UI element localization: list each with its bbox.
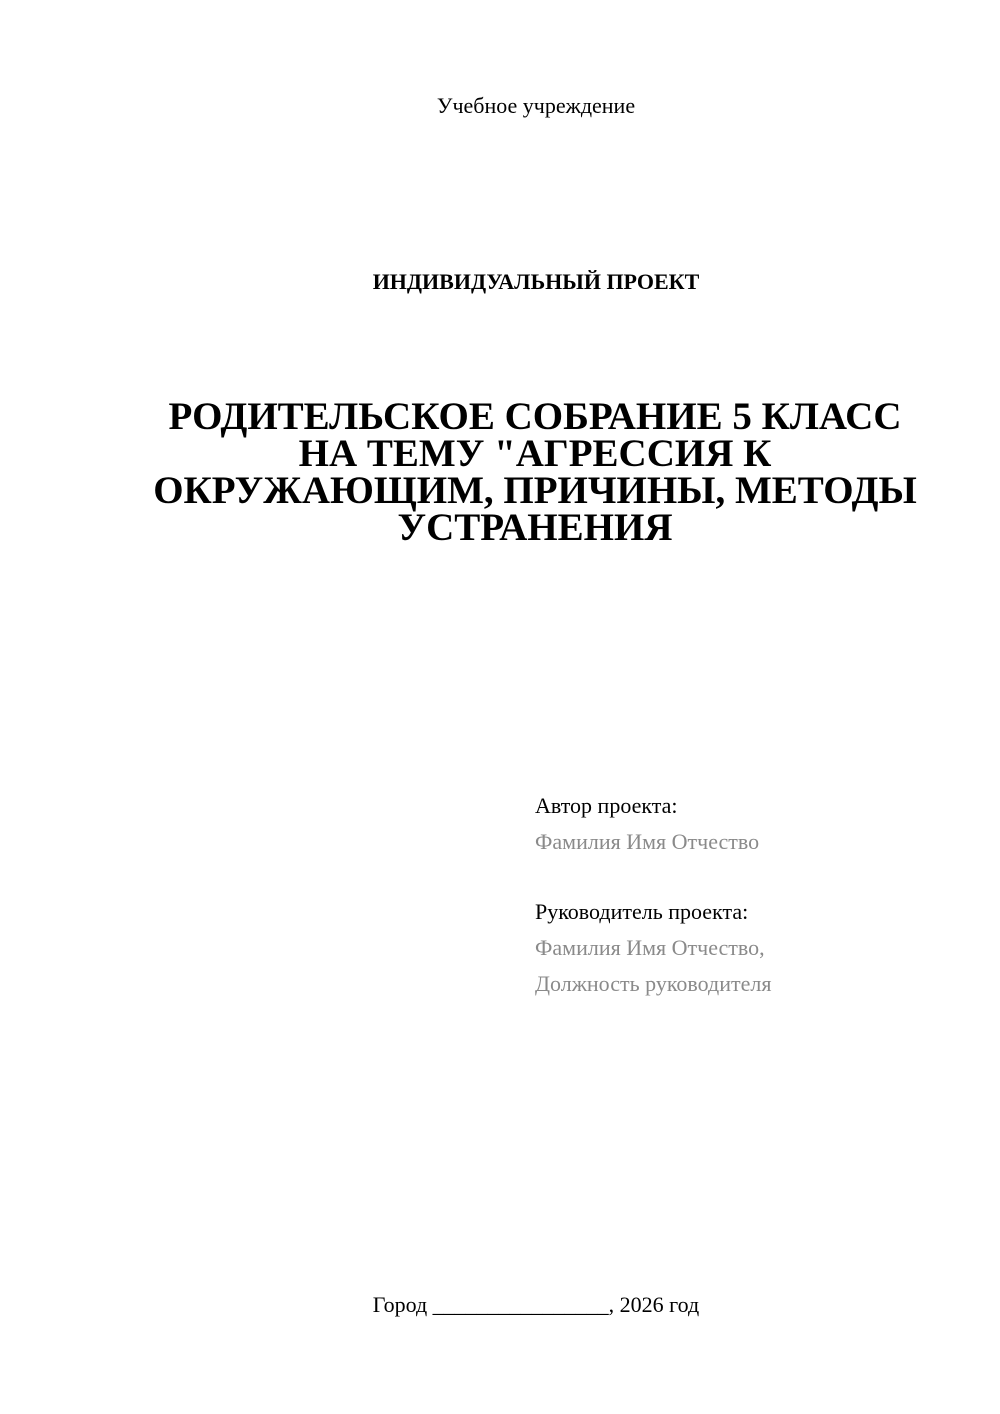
supervisor-position: Должность руководителя — [535, 971, 772, 996]
title-line: УСТРАНЕНИЯ — [397, 506, 673, 549]
author-name: Фамилия Имя Отчество — [535, 829, 760, 854]
credits-block — [535, 788, 975, 1002]
project-title — [130, 395, 940, 549]
title-line: ОКРУЖАЮЩИМ, ПРИЧИНЫ, МЕТОДЫ — [153, 469, 917, 512]
credits-spacer — [535, 860, 975, 894]
supervisor-name: Фамилия Имя Отчество, — [535, 935, 765, 960]
document-type: ИНДИВИДУАЛЬНЫЙ ПРОЕКТ — [372, 269, 700, 294]
author-label: Автор проекта: — [535, 793, 678, 818]
institution-name: Учебное учреждение — [436, 93, 636, 118]
city-year-line: Город ________________, 2026 год — [372, 1292, 700, 1317]
title-line: НА ТЕМУ "АГРЕССИЯ К — [298, 432, 772, 475]
supervisor-label: Руководитель проекта: — [535, 899, 749, 924]
title-line: РОДИТЕЛЬСКОЕ СОБРАНИЕ 5 КЛАСС — [168, 395, 902, 438]
